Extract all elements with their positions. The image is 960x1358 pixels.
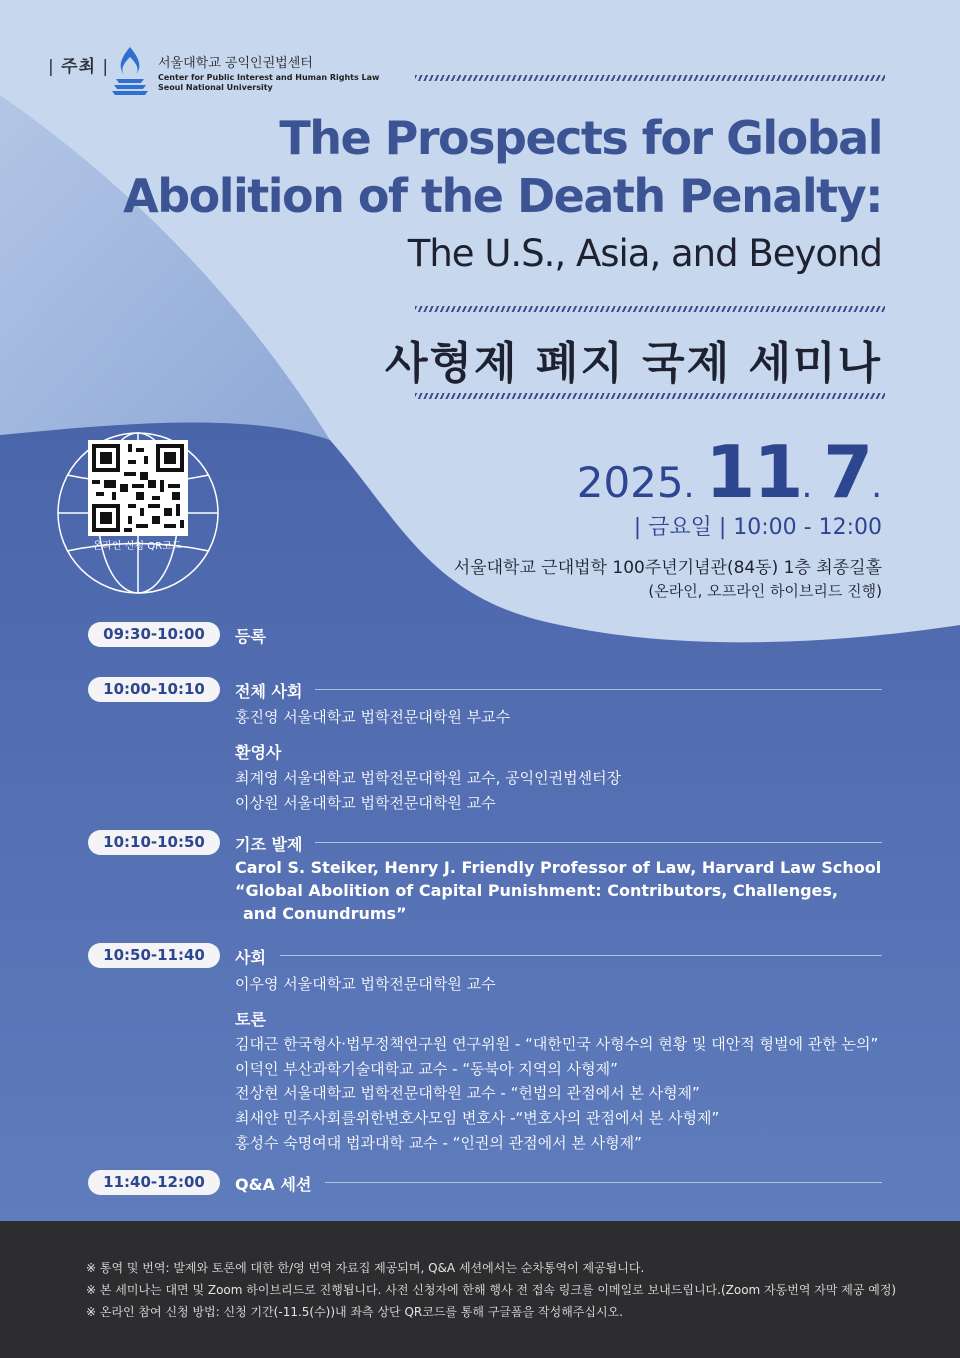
time-pill: 11:40-12:00 bbox=[88, 1170, 220, 1195]
divider-bottom bbox=[415, 393, 885, 399]
time-pill: 09:30-10:00 bbox=[88, 622, 220, 647]
panel-line: 이덕인 부산과학기술대학교 교수 - “동북아 지역의 사형제” bbox=[235, 1060, 618, 1078]
keynote-topic: “Global Abolition of Capital Punishment: Contributors, Challenges, bbox=[235, 881, 838, 900]
divider-top bbox=[415, 75, 885, 81]
subtitle: The U.S., Asia, and Beyond bbox=[407, 232, 882, 275]
divider-line bbox=[315, 689, 882, 690]
snu-torch-logo-icon bbox=[110, 45, 150, 97]
note-registration: ※ 온라인 참여 신청 방법: 신청 기간(-11.5(수))내 좌측 상단 QR코드를 통해 구글폼을 작성해주십시오. bbox=[86, 1305, 623, 1319]
panel-line: 최새얀 민주사회를위한변호사모임 변호사 -“변호사의 관점에서 본 사형제” bbox=[235, 1109, 720, 1127]
host-label: | 주최 | bbox=[48, 57, 110, 77]
title-line-1: The Prospects for Global bbox=[279, 111, 882, 165]
time-pill: 10:10-10:50 bbox=[88, 830, 220, 855]
item-title: 기조 발제 bbox=[235, 835, 303, 854]
panel-line: 김대근 한국형사·법무정책연구원 연구위원 - “대한민국 사형수의 현황 및 대안적 형벌에 관한 논의” bbox=[235, 1035, 879, 1053]
item-title: 사회 bbox=[235, 948, 266, 967]
item-title: Q&A 세션 bbox=[235, 1175, 312, 1194]
qr-label: 온라인 신청 QR코드 bbox=[92, 541, 182, 552]
organizer-name-kr: 서울대학교 공익인권법센터 bbox=[158, 56, 313, 71]
qr-code[interactable] bbox=[88, 440, 188, 536]
keynote-topic-cont: and Conundrums” bbox=[243, 904, 407, 923]
speaker-line: 이상원 서울대학교 법학전문대학원 교수 bbox=[235, 794, 496, 812]
note-hybrid: ※ 본 세미나는 대면 및 Zoom 하이브리드로 진행됩니다. 사전 신청자에 한해 행사 전 접속 링크를 이메일로 보내드립니다.(Zoom 자동번역 자막 제공 예정) bbox=[86, 1283, 897, 1297]
panel-line: 홍성수 숙명여대 법과대학 교수 - “인권의 관점에서 본 사형제” bbox=[235, 1134, 642, 1152]
organizer-name-en: Center for Public Interest and Human Rights Law bbox=[158, 73, 380, 82]
speaker-line: 이우영 서울대학교 법학전문대학원 교수 bbox=[235, 975, 496, 993]
item-title: 등록 bbox=[235, 627, 266, 646]
divider-line bbox=[325, 1182, 882, 1183]
divider-line bbox=[280, 955, 882, 956]
note-translation: ※ 통역 및 번역: 발제와 토론에 대한 한/영 번역 자료집 제공되며, Q&A 세션에서는 순차통역이 제공됩니다. bbox=[86, 1261, 645, 1275]
event-date: 2025. 11. 7. bbox=[576, 430, 882, 514]
time-pill: 10:00-10:10 bbox=[88, 677, 220, 702]
panel-line: 전상현 서울대학교 법학전문대학원 교수 - “헌법의 관점에서 본 사형제” bbox=[235, 1084, 700, 1102]
sub-title: 환영사 bbox=[235, 743, 282, 762]
korean-title: 사형제 폐지 국제 세미나 bbox=[385, 338, 882, 389]
divider-line bbox=[315, 842, 882, 843]
speaker-line: 홍진영 서울대학교 법학전문대학원 부교수 bbox=[235, 708, 511, 726]
time-pill: 10:50-11:40 bbox=[88, 943, 220, 968]
event-venue: 서울대학교 근대법학 100주년기념관(84동) 1층 최종길홀 bbox=[453, 558, 882, 578]
event-mode: (온라인, 오프라인 하이브리드 진행) bbox=[648, 582, 882, 600]
keynote-speaker: Carol S. Steiker, Henry J. Friendly Professor of Law, Harvard Law School bbox=[235, 858, 882, 877]
event-time: | 금요일 | 10:00 - 12:00 bbox=[633, 515, 882, 540]
organizer-university-en: Seoul National University bbox=[158, 83, 273, 92]
footer-notes bbox=[0, 1221, 960, 1358]
speaker-line: 최계영 서울대학교 법학전문대학원 교수, 공익인권법센터장 bbox=[235, 769, 622, 787]
title-line-2: Abolition of the Death Penalty: bbox=[123, 169, 882, 223]
item-title: 전체 사회 bbox=[235, 682, 303, 701]
sub-title: 토론 bbox=[235, 1010, 266, 1029]
divider-mid bbox=[415, 306, 885, 312]
